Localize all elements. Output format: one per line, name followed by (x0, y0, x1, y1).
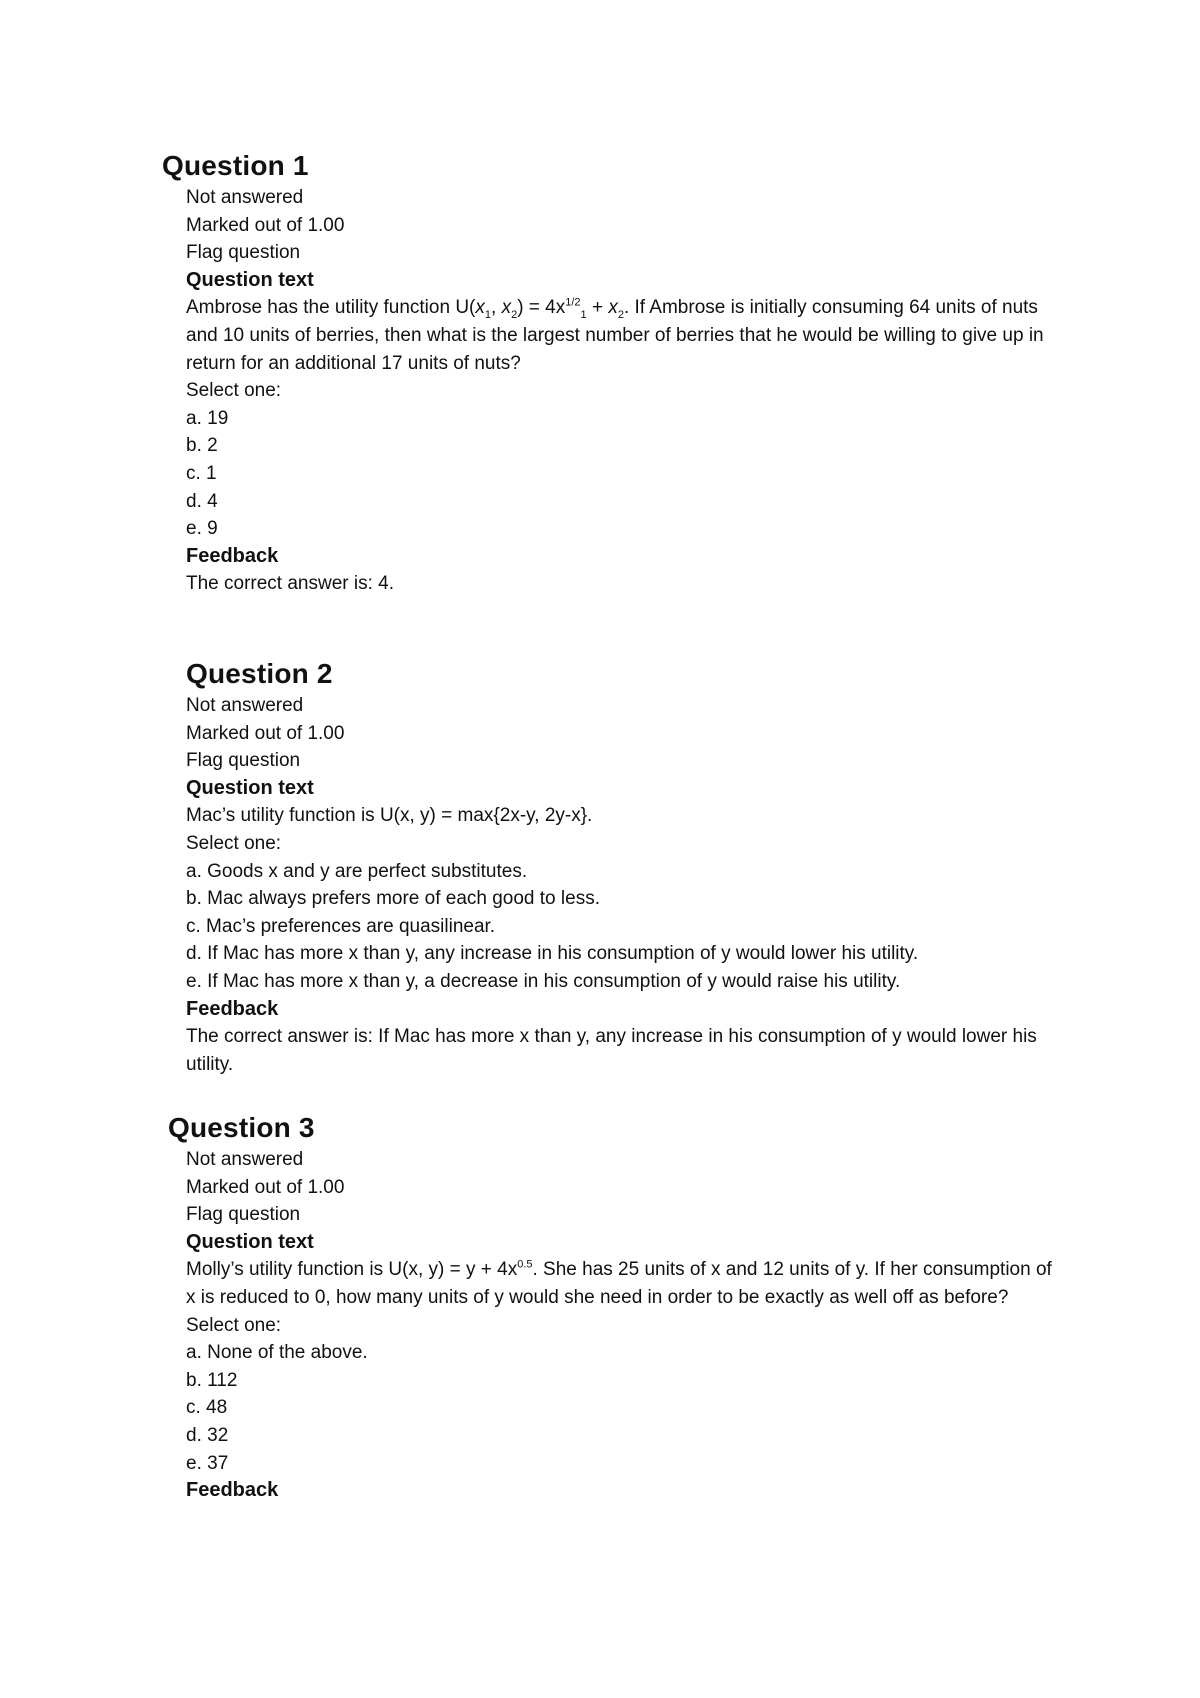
question-text-rest: If Ambrose is initially consuming 64 units of nuts and 10 units of berries, then what is the largest number of berries that he would be willing to give up in return for an additional 17 units of nuts? (186, 297, 1044, 374)
answer-option-a[interactable]: a. 19 (186, 407, 229, 429)
answer-option-c[interactable]: c. 48 (186, 1397, 228, 1419)
question-text-rest: She has 25 units of x and 12 units of y. If her consumption of x is reduced to 0, how many units of y would she need in order to be exactly as well off as before? (186, 1259, 1052, 1308)
question-heading: Question 2 (186, 658, 333, 689)
question-body (186, 1146, 1066, 1505)
question-text (186, 294, 1066, 377)
question-heading: Question 1 (162, 150, 309, 181)
select-one-label: Select one: (186, 380, 282, 402)
question-text-intro: Molly’s utility function is (186, 1259, 389, 1281)
select-one-label: Select one: (186, 1314, 282, 1336)
answer-option-e[interactable]: e. If Mac has more x than y, a decrease in his consumption of y would raise his utility. (186, 970, 901, 992)
question-text (186, 1256, 1066, 1311)
answer-option-b[interactable]: b. 2 (186, 435, 218, 457)
question-text: Mac’s utility function is U(x, y) = max{2x-y, 2y-x}. (186, 805, 593, 827)
feedback-label: Feedback (186, 1479, 279, 1502)
answer-status: Not answered (186, 187, 304, 208)
answer-option-d[interactable]: d. 32 (186, 1424, 229, 1446)
answer-option-e[interactable]: e. 9 (186, 518, 218, 540)
flag-question-link[interactable]: Flag question (186, 1204, 301, 1226)
utility-formula: U(x, $y) = y + 4x^{0.5}$. (388, 1259, 538, 1281)
flag-question-link[interactable]: Flag question (186, 242, 301, 264)
answer-option-b[interactable]: b. 112 (186, 1369, 238, 1391)
select-one-label: Select one: (186, 832, 282, 854)
answer-option-a[interactable]: a. None of the above. (186, 1342, 368, 1364)
question-text-label: Question text (186, 268, 314, 291)
question-text-label: Question text (186, 776, 314, 799)
marks-label: Marked out of 1.00 (186, 214, 345, 236)
feedback-text: The correct answer is: If Mac has more x than y, any increase in his consumption of y would lower his utility. (186, 1026, 1037, 1075)
answer-option-c[interactable]: c. Mac’s preferences are quasilinear. (186, 915, 496, 937)
utility-formula: $U(x_1$, $x_2) = 4x^{1/2}_1 + x_2$. (455, 297, 630, 322)
utility-formula: U(x, y) = max{2x-y, 2y-x}. (379, 805, 593, 827)
question-body (186, 184, 1066, 598)
question-heading: Question 3 (168, 1112, 315, 1143)
feedback-label: Feedback (186, 544, 279, 567)
question-body (186, 692, 1066, 1078)
feedback-label: Feedback (186, 997, 279, 1020)
answer-option-a[interactable]: a. Goods x and y are perfect substitutes. (186, 860, 528, 882)
answer-option-d[interactable]: d. If Mac has more x than y, any increase in his consumption of y would lower his utility. (186, 943, 919, 965)
feedback-text: The correct answer is: 4. (186, 573, 395, 595)
question-text-intro: Ambrose has the utility function (186, 297, 456, 319)
question-text-label: Question text (186, 1230, 314, 1253)
marks-label: Marked out of 1.00 (186, 722, 345, 744)
answer-option-e[interactable]: e. 37 (186, 1452, 229, 1474)
flag-question-link[interactable]: Flag question (186, 750, 301, 772)
answer-option-d[interactable]: d. 4 (186, 490, 218, 512)
marks-label: Marked out of 1.00 (186, 1176, 345, 1198)
answer-option-c[interactable]: c. 1 (186, 462, 217, 484)
answer-status: Not answered (186, 1149, 304, 1170)
answer-status: Not answered (186, 695, 304, 716)
answer-option-b[interactable]: b. Mac always prefers more of each good to less. (186, 888, 600, 910)
